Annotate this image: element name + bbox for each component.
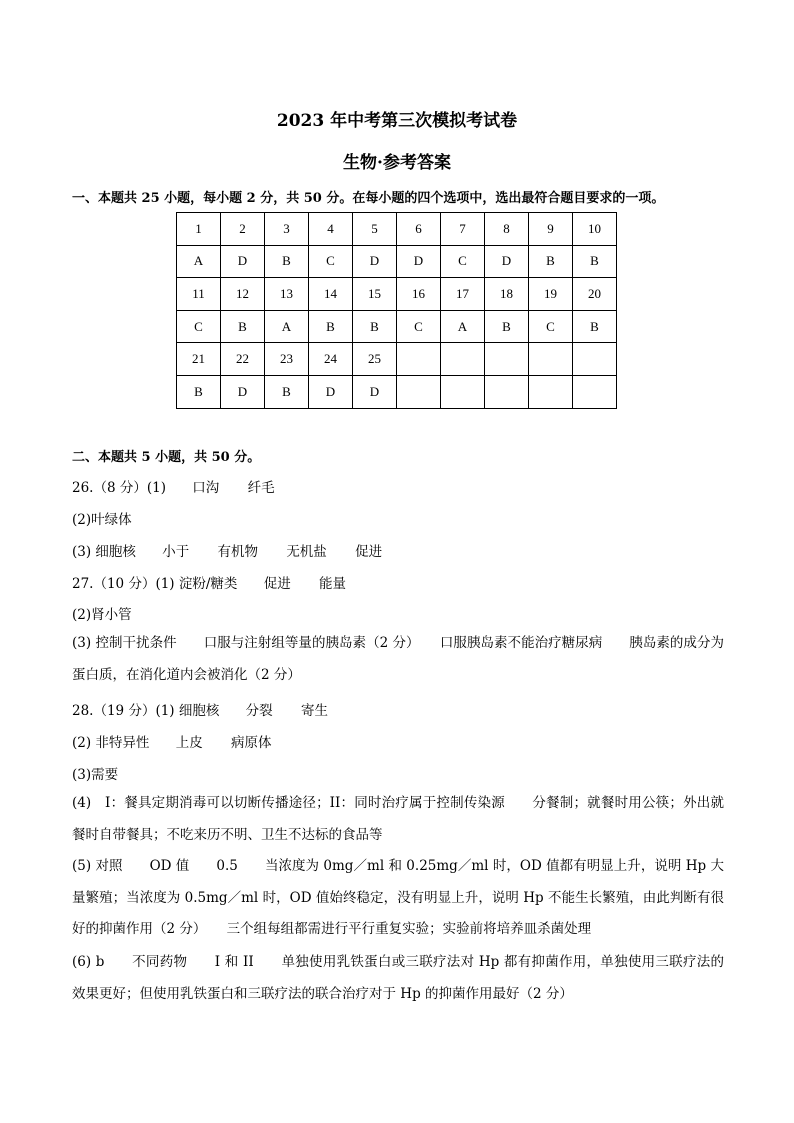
q26-line-1 <box>72 476 724 496</box>
q26-p3-lead: (3) 细胞核 <box>72 544 136 560</box>
answer-table-cell: 5 <box>353 213 397 246</box>
answer-table-cell <box>573 375 617 408</box>
answer-table-cell: A <box>441 310 485 343</box>
answer-item: 能量 <box>319 576 346 592</box>
answer-table-cell: 24 <box>309 343 353 376</box>
answer-table-cell: 20 <box>573 278 617 311</box>
answer-item: 有机物 <box>217 544 259 560</box>
answer-table-row <box>177 375 617 408</box>
q27-lead: 27.（10 分）(1) 淀粉/糖类 <box>72 576 238 592</box>
answer-table-cell: C <box>529 310 573 343</box>
answer-table-cell: 7 <box>441 213 485 246</box>
answer-table-cell: 19 <box>529 278 573 311</box>
answer-table-cell <box>441 343 485 376</box>
answer-table-cell: 1 <box>177 213 221 246</box>
answer-table-cell: B <box>529 245 573 278</box>
answer-table-cell <box>485 343 529 376</box>
answer-item: 寄生 <box>300 703 328 719</box>
answer-table-cell <box>485 375 529 408</box>
answer-table-cell: B <box>265 245 309 278</box>
answer-item: 分裂 <box>245 703 273 719</box>
answer-table-cell: 21 <box>177 343 221 376</box>
answer-table-cell: C <box>397 310 441 343</box>
answer-table-row <box>177 278 617 311</box>
answer-table-cell: 15 <box>353 278 397 311</box>
answer-table-cell: B <box>573 245 617 278</box>
answer-item: 口沟 <box>192 480 220 496</box>
answer-item: 纤毛 <box>247 480 275 496</box>
answer-table-cell <box>573 343 617 376</box>
answer-table-cell: C <box>177 310 221 343</box>
answer-table-cell: B <box>309 310 353 343</box>
answer-table-cell: 23 <box>265 343 309 376</box>
answer-table-cell: B <box>353 310 397 343</box>
q28-line-4: (4) I：餐具定期消毒可以切断传播途径；II：同时治疗属于控制传染源 分餐制；就餐时用公筷；外出就餐时自带餐具；不吃来历不明、卫生不达标的食品等 <box>72 795 724 843</box>
answer-table-cell: 25 <box>353 343 397 376</box>
answer-item: 小于 <box>162 544 190 560</box>
answer-table-cell: 8 <box>485 213 529 246</box>
answer-table-cell: C <box>309 245 353 278</box>
answer-table-cell: 18 <box>485 278 529 311</box>
q27-line-3: (3) 控制干扰条件 口服与注射组等量的胰岛素（2 分） 口服胰岛素不能治疗糖尿病 胰岛素的成分为蛋白质，在消化道内会被消化（2 分） <box>72 635 724 683</box>
answer-item: 上皮 <box>175 735 203 751</box>
q28-line-1 <box>72 699 724 719</box>
answer-table-row <box>177 245 617 278</box>
answer-table-cell: 9 <box>529 213 573 246</box>
answer-table-cell: D <box>485 245 529 278</box>
answer-item: 无机盐 <box>286 544 327 560</box>
q27-line-1 <box>72 572 724 592</box>
answer-table-cell: D <box>309 375 353 408</box>
answer-item: 促进 <box>263 576 291 592</box>
answer-item: 促进 <box>355 544 383 560</box>
answer-table-cell <box>397 375 441 408</box>
answer-table-cell: B <box>221 310 265 343</box>
answer-table-cell: D <box>397 245 441 278</box>
answer-table-cell: 6 <box>397 213 441 246</box>
answer-table-row <box>177 310 617 343</box>
answer-table-cell <box>397 343 441 376</box>
answer-table-cell: C <box>441 245 485 278</box>
answer-table-cell <box>441 375 485 408</box>
answer-table-cell: A <box>265 310 309 343</box>
q28-p2-lead: (2) 非特异性 <box>72 735 150 751</box>
answer-table-cell: D <box>221 375 265 408</box>
answer-table-cell: 11 <box>177 278 221 311</box>
answer-table-cell: D <box>353 375 397 408</box>
q28-lead: 28.（19 分）(1) 细胞核 <box>72 703 220 719</box>
q28-line-2 <box>72 731 724 751</box>
answer-table-cell: B <box>265 375 309 408</box>
answer-table-cell: 13 <box>265 278 309 311</box>
answer-table-cell: B <box>573 310 617 343</box>
answer-item: 病原体 <box>231 735 272 751</box>
answer-table-row <box>177 343 617 376</box>
q28-line-5: (5) 对照 OD 值 0.5 当浓度为 0mg／ml 和 0.25mg／ml 时，OD 值都有明显上升，说明 Hp 大量繁殖；当浓度为 0.5mg／ml 时，OD 值始终稳定，没有明显上升，说明 Hp 不能生长繁殖，由此判断有很好的抑菌作用（2 分） 三个组每组都需进行平行重复实验；实验前将培养皿杀菌处理 <box>72 858 724 937</box>
q27-line-2: (2)肾小管 <box>72 607 132 623</box>
answer-table-cell: 22 <box>221 343 265 376</box>
answer-table-cell: 10 <box>573 213 617 246</box>
q26-lead: 26.（8 分）(1) <box>72 480 166 496</box>
answer-table-cell <box>529 343 573 376</box>
answer-table-cell: 2 <box>221 213 265 246</box>
answer-table-row <box>177 213 617 246</box>
answer-table-cell: 12 <box>221 278 265 311</box>
answer-table-cell: A <box>177 245 221 278</box>
answer-table-cell: B <box>485 310 529 343</box>
answer-table-cell: 4 <box>309 213 353 246</box>
answer-table-cell: D <box>221 245 265 278</box>
answer-table-cell: 14 <box>309 278 353 311</box>
q26-line-2: (2)叶绿体 <box>72 512 132 528</box>
section-2-heading: 二、本题共 5 小题，共 50 分。 <box>72 450 261 465</box>
answer-table-cell <box>529 375 573 408</box>
answer-table <box>176 212 617 409</box>
answer-table-cell: 3 <box>265 213 309 246</box>
section-1-heading: 一、本题共 25 小题，每小题 2 分，共 50 分。在每小题的四个选项中，选出最符合题目要求的一项。 <box>72 191 665 206</box>
page-title: 2023 年中考第三次模拟考试卷 <box>276 111 518 131</box>
answer-table-cell: 16 <box>397 278 441 311</box>
answer-table-cell: B <box>177 375 221 408</box>
q26-line-3 <box>72 540 724 560</box>
q28-line-6: (6) b 不同药物 I 和 II 单独使用乳铁蛋白或三联疗法对 Hp 都有抑菌作用，单独使用三联疗法的效果更好；但使用乳铁蛋白和三联疗法的联合治疗对于 Hp 的抑菌作用最好（2 分） <box>72 954 724 1002</box>
answer-table-cell: D <box>353 245 397 278</box>
q28-line-3: (3)需要 <box>72 767 119 783</box>
page-subtitle: 生物·参考答案 <box>343 153 451 173</box>
answer-table-cell: 17 <box>441 278 485 311</box>
